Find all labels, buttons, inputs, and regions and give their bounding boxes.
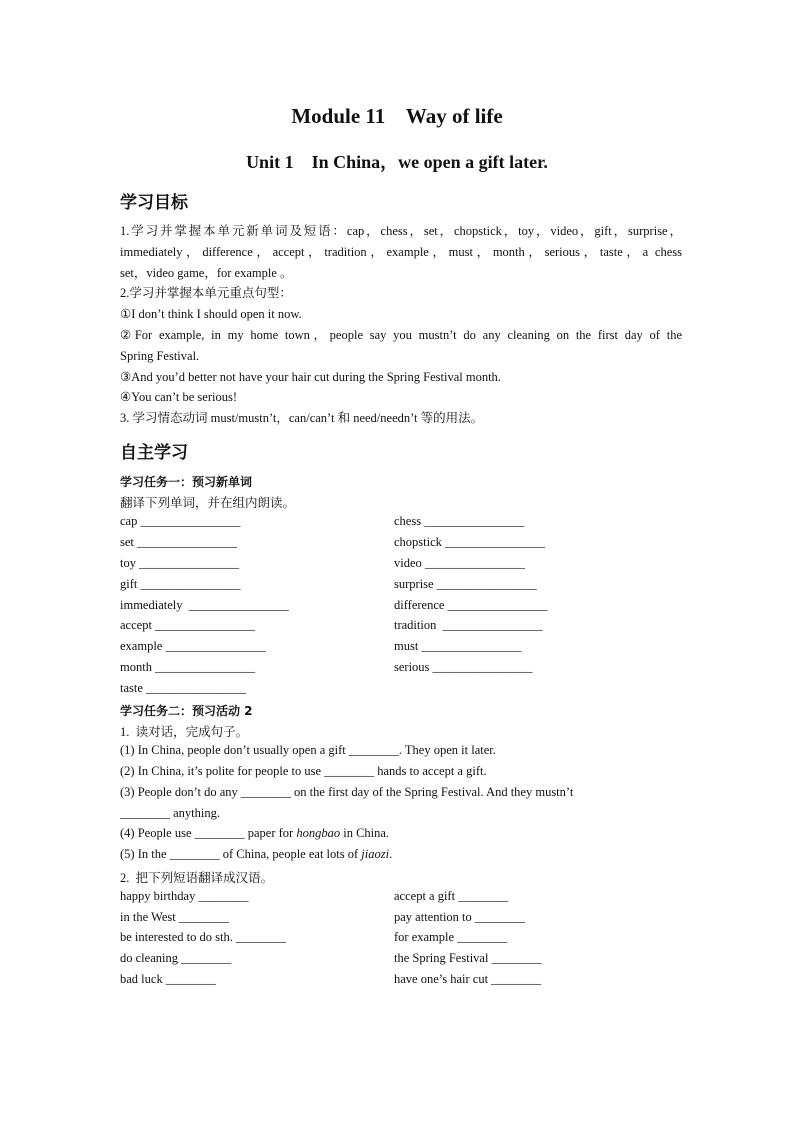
phrase-row	[120, 910, 700, 931]
q-text: .	[389, 847, 393, 861]
objective-1-line-1: 1.学习并掌握本单元新单词及短语：cap，chess，set，chopstick，toy，video，gift，surprise，	[120, 224, 682, 238]
self-study-heading: 自主学习	[120, 443, 188, 463]
question-1-item	[120, 847, 392, 862]
vocab-blank: difference ________________	[394, 598, 548, 612]
phrase-blank: the Spring Festival ________	[394, 951, 542, 965]
objective-1-line-3: set，video game，for example 。	[120, 265, 293, 280]
question-1-item: (3) People don’t do any ________ on the first day of the Spring Festival. And they mustn’t	[120, 785, 574, 799]
vocab-row	[120, 535, 700, 556]
task-1-heading: 学习任务一：预习新单词	[120, 475, 253, 489]
phrase-row	[120, 951, 700, 972]
vocab-row	[120, 681, 700, 702]
question-1-item-continued: ________ anything.	[120, 806, 220, 820]
phrase-row	[120, 889, 700, 910]
phrase-blank: accept a gift ________	[394, 889, 509, 903]
vocab-blank: surprise ________________	[394, 577, 537, 591]
objectives-heading: 学习目标	[120, 193, 188, 213]
phrase-blank: do cleaning ________	[120, 951, 232, 965]
phrase-blank: in the West ________	[120, 910, 229, 924]
phrase-blank: happy birthday ________	[120, 889, 249, 903]
sentence-1: ①I don’t think I should open it now.	[120, 307, 302, 322]
vocab-row	[120, 660, 700, 681]
vocab-blank: must ________________	[394, 639, 522, 653]
q-italic-term: jiaozi	[361, 847, 390, 861]
vocab-row	[120, 577, 700, 598]
phrase-row	[120, 972, 700, 993]
objective-1-line-2: immediately，difference，accept，tradition，example，must，month，serious，taste，a chess	[120, 244, 682, 259]
objectives-body	[120, 221, 682, 429]
vocab-blank: serious ________________	[394, 660, 533, 674]
vocab-row	[120, 598, 700, 619]
vocab-row	[120, 556, 700, 577]
q-text: (5) In the ________ of China, people eat lots of	[120, 847, 362, 861]
phrase-blank: for example ________	[394, 930, 508, 944]
vocab-row	[120, 618, 700, 639]
vocab-blank: set ________________	[120, 535, 238, 549]
question-2-heading: 2. 把下列短语翻译成汉语。	[120, 871, 274, 885]
q-text: (4) People use ________ paper for	[120, 826, 297, 840]
sentence-2-line-1: ②For example, in my home town，people say you mustn’t do any cleaning on the first day of the	[120, 327, 682, 342]
q-text: in China.	[340, 826, 390, 840]
question-1-item: (1) In China, people don’t usually open a gift ________. They open it later.	[120, 743, 496, 757]
q-italic-term: hongbao	[296, 826, 341, 840]
vocab-blank: chopstick ________________	[394, 535, 546, 549]
vocab-blank: tradition ________________	[394, 618, 543, 632]
vocab-blank: chess ________________	[394, 514, 525, 528]
phrase-blank: pay attention to ________	[394, 910, 525, 924]
vocab-blank: video ________________	[394, 556, 525, 570]
phrase-row	[120, 930, 700, 951]
vocab-blank: month ________________	[120, 660, 256, 674]
vocab-blank: toy ________________	[120, 556, 240, 570]
vocab-blank: example ________________	[120, 639, 266, 653]
phrase-blank: be interested to do sth. ________	[120, 930, 286, 944]
task-2-heading: 学习任务二：预习活动 2	[120, 704, 253, 718]
objective-3: 3. 学习情态动词 must/mustn’t，can/can’t 和 need/needn’t 等的用法。	[120, 411, 484, 426]
question-1-heading: 1. 读对话，完成句子。	[120, 725, 249, 739]
vocab-blank: gift ________________	[120, 577, 241, 591]
vocab-blank: accept ________________	[120, 618, 256, 632]
page-title: Module 11 Way of life	[291, 104, 503, 128]
question-1-item	[120, 826, 389, 841]
task-1-instruction: 翻译下列单词，并在组内朗读。	[120, 496, 296, 510]
vocab-row	[120, 639, 700, 660]
phrase-blank: bad luck ________	[120, 972, 216, 986]
objective-2: 2.学习并掌握本单元重点句型：	[120, 286, 292, 301]
vocab-row	[120, 514, 700, 535]
vocab-blank: immediately ________________	[120, 598, 289, 612]
sentence-3: ③And you’d better not have your hair cut during the Spring Festival month.	[120, 369, 501, 384]
vocab-blank: taste ________________	[120, 681, 247, 695]
sentence-4: ④You can’t be serious!	[120, 390, 237, 405]
question-1-item: (2) In China, it’s polite for people to use ________ hands to accept a gift.	[120, 764, 487, 778]
unit-subtitle: Unit 1 In China，we open a gift later.	[246, 152, 548, 172]
phrase-blank: have one’s hair cut ________	[394, 972, 542, 986]
sentence-2-line-2: Spring Festival.	[120, 348, 200, 363]
vocab-blank: cap ________________	[120, 514, 241, 528]
